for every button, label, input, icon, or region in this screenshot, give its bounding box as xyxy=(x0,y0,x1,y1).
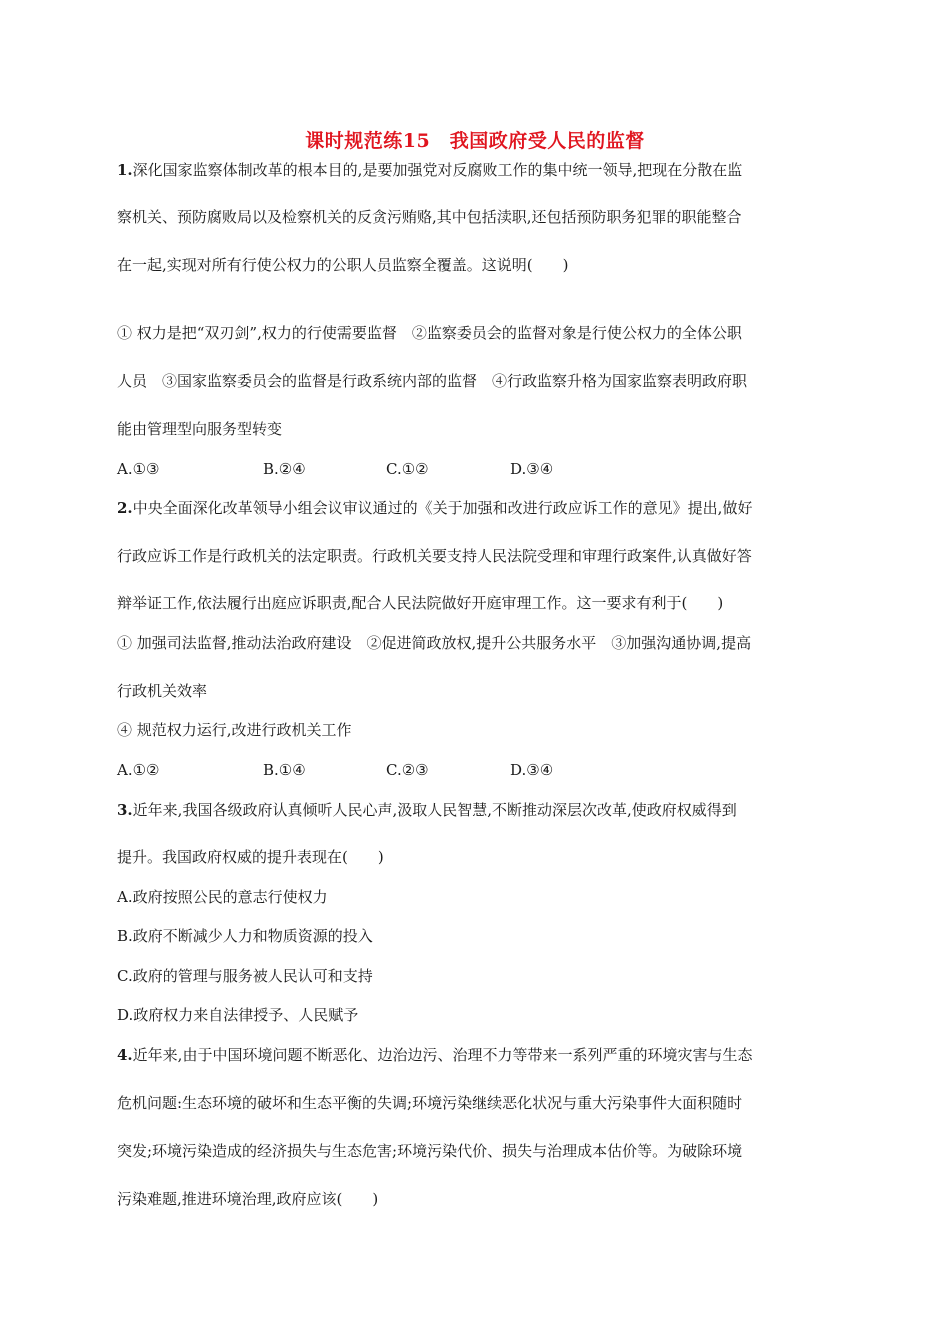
question-number: 4. xyxy=(117,1046,133,1064)
option-b: B.政府不断减少人力和物质资源的投入 xyxy=(117,927,373,945)
question-stem-line: 突发;环境污染造成的经济损失与生态危害;环境污染代价、损失与治理成本估价等。为破除环境 xyxy=(117,1142,743,1160)
question-stem-line: 危机问题:生态环境的破坏和生态平衡的失调;环境污染继续恶化状况与重大污染事件大面积随时 xyxy=(117,1094,743,1112)
question-stem-line: 在一起,实现对所有行使公权力的公职人员监察全覆盖。这说明( ) xyxy=(117,256,569,274)
statement-line: 能由管理型向服务型转变 xyxy=(117,420,283,438)
option-c: C.政府的管理与服务被人民认可和支持 xyxy=(117,967,373,985)
option-d: D.政府权力来自法律授予、人民赋予 xyxy=(117,1006,359,1024)
question-stem-line: 提升。我国政府权威的提升表现在( ) xyxy=(117,848,384,866)
question-stem-line: 4.近年来,由于中国环境问题不断恶化、边治边污、治理不力等带来一系列严重的环境灾害与生态 xyxy=(117,1046,753,1064)
question-stem-line: 2.中央全面深化改革领导小组会议审议通过的《关于加强和改进行政应诉工作的意见》提出,做好 xyxy=(117,499,753,517)
question-stem-line: 污染难题,推进环境治理,政府应该( ) xyxy=(117,1190,379,1208)
question-stem-line: 察机关、预防腐败局以及检察机关的反贪污贿赂,其中包括渎职,还包括预防职务犯罪的职能整合 xyxy=(117,208,742,226)
option-b: B.②④ xyxy=(263,460,306,478)
question-number: 3. xyxy=(117,801,133,819)
statement-line: ① 加强司法监督,推动法治政府建设 ②促进简政放权,提升公共服务水平 ③加强沟通协调,提高 xyxy=(117,634,752,652)
question-stem-line: 辩举证工作,依法履行出庭应诉职责,配合人民法院做好开庭审理工作。这一要求有利于( ) xyxy=(117,594,724,612)
question-stem-line: 1.深化国家监察体制改革的根本目的,是要加强党对反腐败工作的集中统一领导,把现在分散在监 xyxy=(117,161,743,179)
statement-line: ① 权力是把“双刃剑”,权力的行使需要监督 ②监察委员会的监督对象是行使公权力的全体公职 xyxy=(117,324,742,342)
statement-line: 人员 ③国家监察委员会的监督是行政系统内部的监督 ④行政监察升格为国家监察表明政府职 xyxy=(117,372,748,390)
option-b: B.①④ xyxy=(263,761,306,779)
option-a: A.①② xyxy=(117,761,160,779)
statement-line: ④ 规范权力运行,改进行政机关工作 xyxy=(117,721,352,739)
question-stem-line: 行政应诉工作是行政机关的法定职责。行政机关要支持人民法院受理和审理行政案件,认真做好答 xyxy=(117,547,752,565)
statement-line: 行政机关效率 xyxy=(117,682,208,700)
question-stem-line: 3.近年来,我国各级政府认真倾听人民心声,汲取人民智慧,不断推动深层次改革,使政府权威得到 xyxy=(117,801,737,819)
page-title: 课时规范练15 我国政府受人民的监督 xyxy=(305,130,645,152)
option-c: C.①② xyxy=(386,460,429,478)
option-c: C.②③ xyxy=(386,761,429,779)
option-d: D.③④ xyxy=(510,761,554,779)
option-a: A.①③ xyxy=(117,460,160,478)
question-number: 1. xyxy=(117,161,133,179)
option-a: A.政府按照公民的意志行使权力 xyxy=(117,888,328,906)
option-d: D.③④ xyxy=(510,460,554,478)
question-number: 2. xyxy=(117,499,133,517)
